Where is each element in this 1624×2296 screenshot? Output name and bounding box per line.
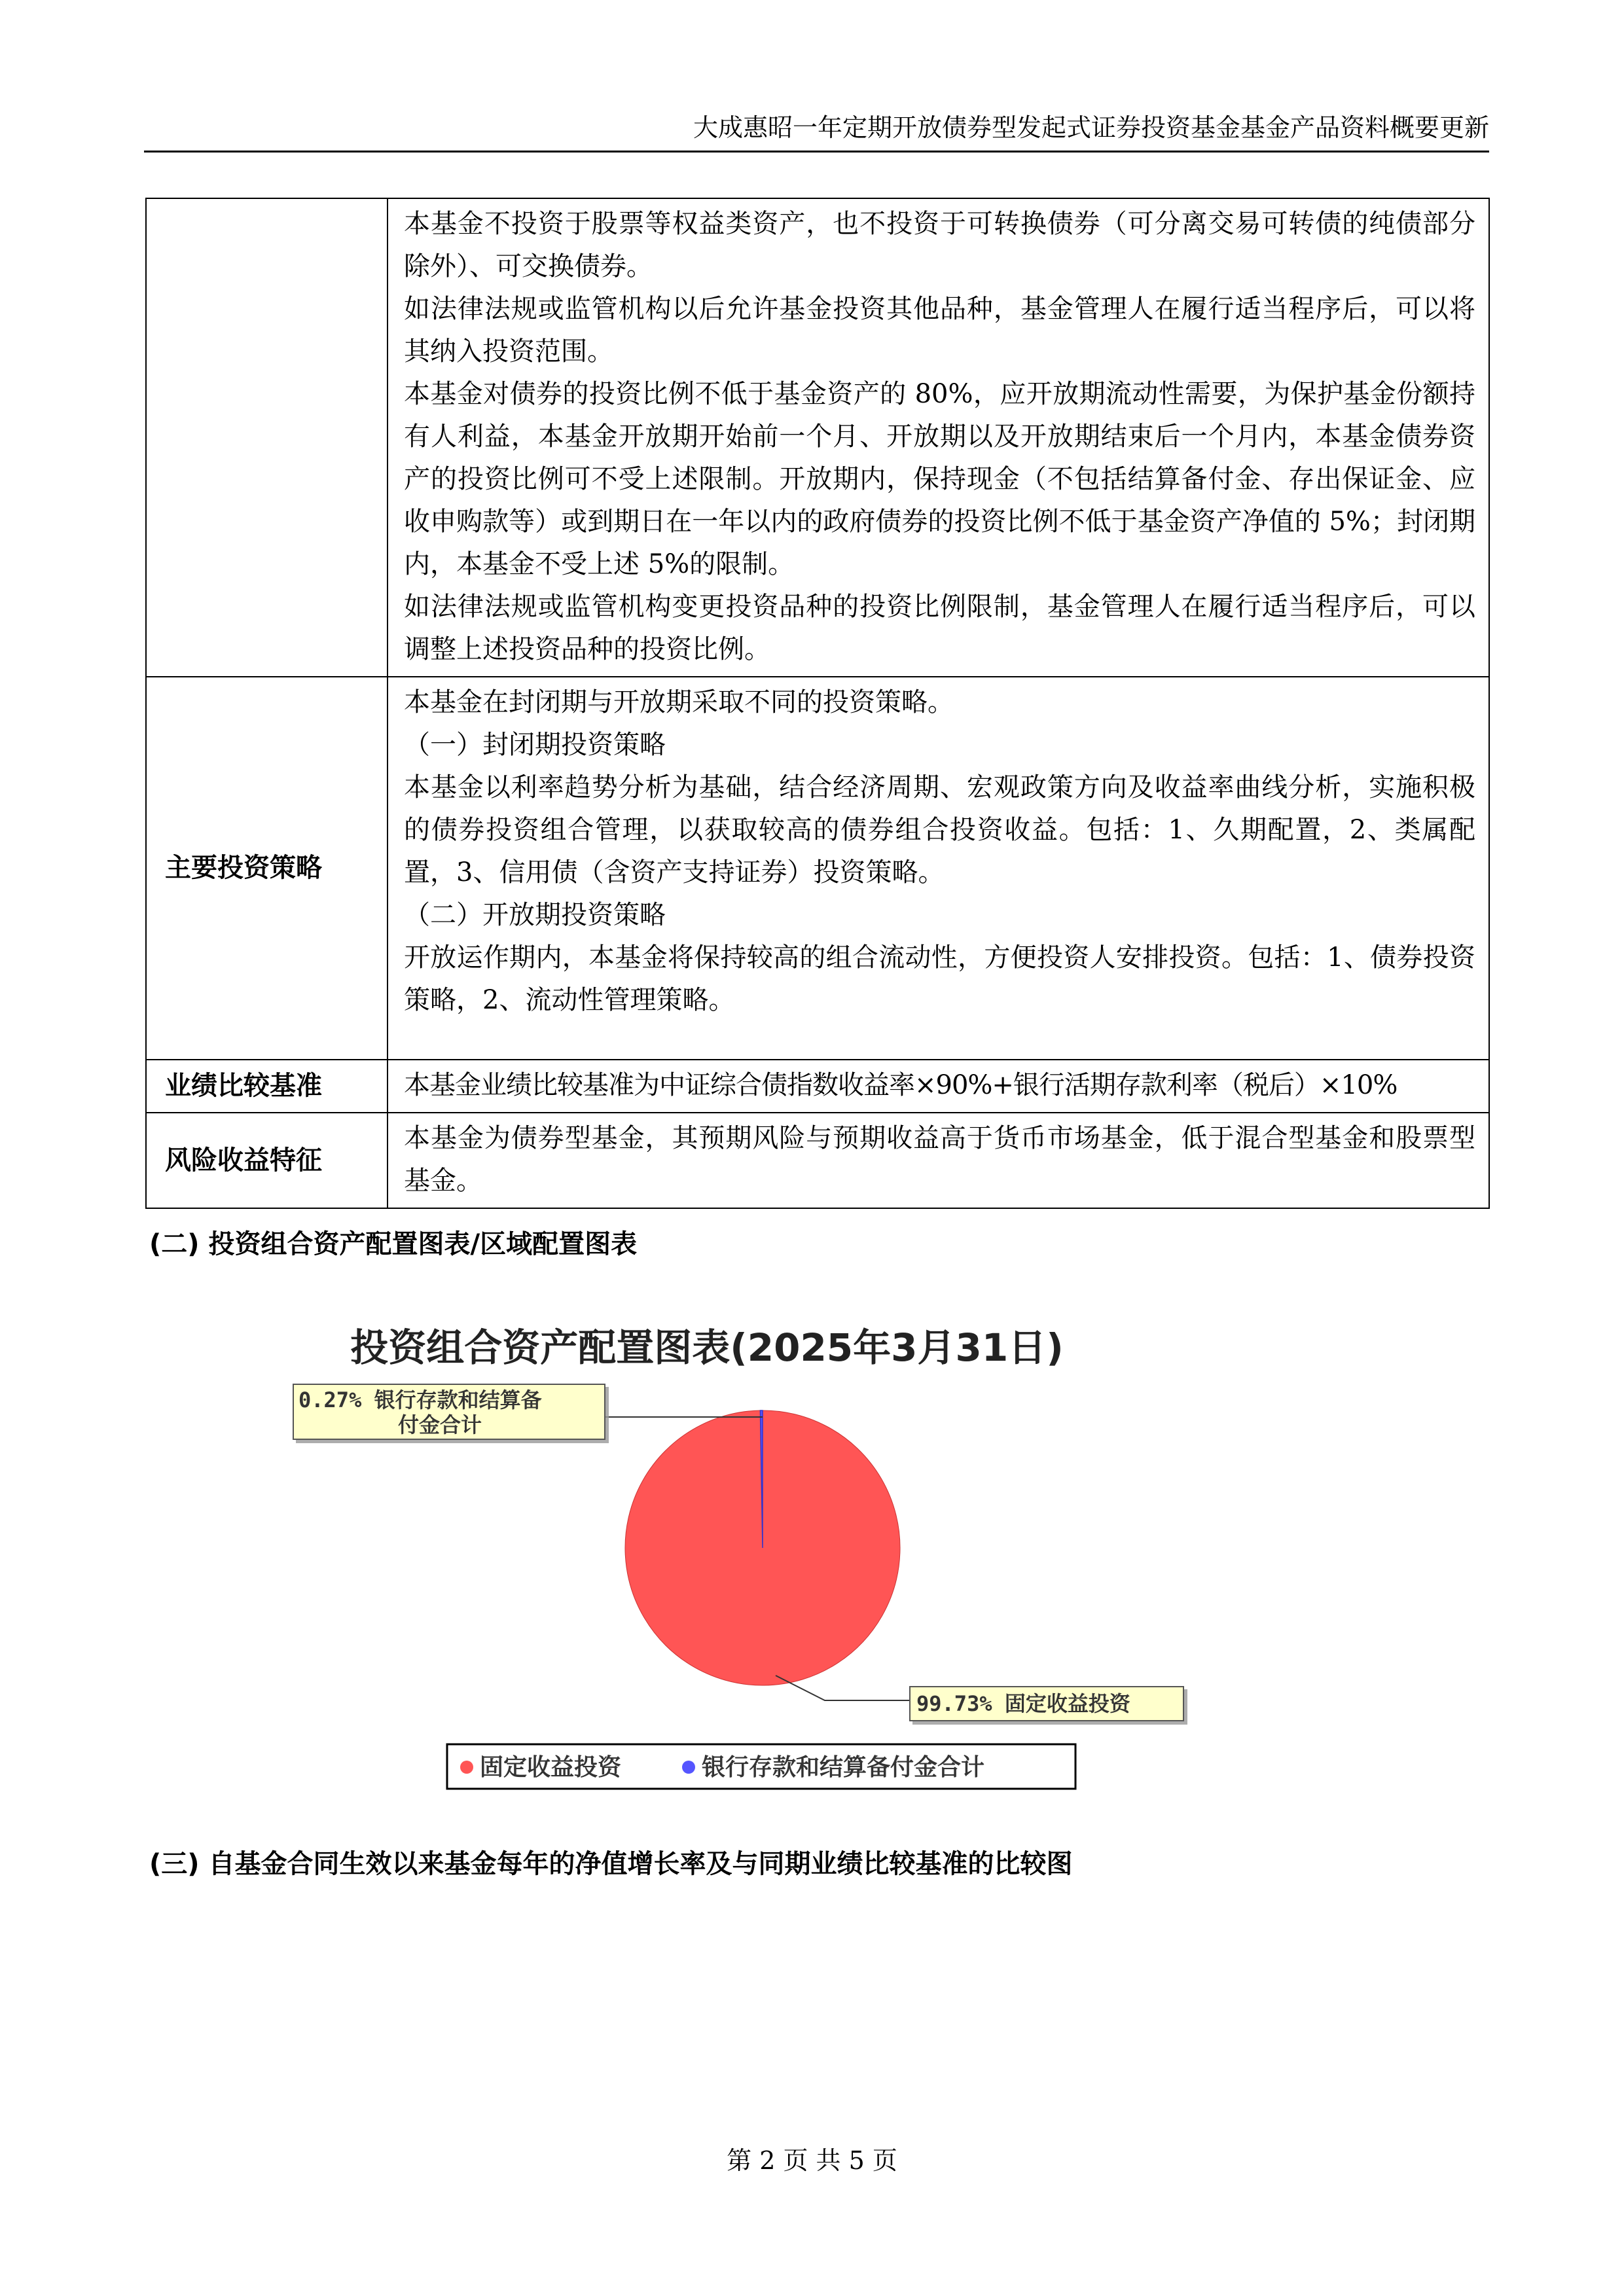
- table-row-benchmark: [146, 1060, 1489, 1113]
- row-label-risk: 风险收益特征: [146, 1113, 388, 1208]
- paragraph: 开放运作期内，本基金将保持较高的组合流动性，方便投资人安排投资。包括：1、债券投资策略，2、流动性管理策略。: [404, 942, 1475, 1015]
- benchmark-cell: 本基金业绩比较基准为中证综合债指数收益率×90%+银行活期存款利率（税后）×10%: [388, 1060, 1489, 1113]
- risk-cell: 本基金为债券型基金，其预期风险与预期收益高于货币市场基金，低于混合型基金和股票型基金。: [388, 1113, 1489, 1208]
- investment-scope-cell: [388, 198, 1489, 677]
- row-label-benchmark: 业绩比较基准: [146, 1060, 388, 1113]
- strategy-cell: [388, 677, 1489, 1060]
- pie-chart-svg: [281, 1309, 1237, 1820]
- paragraph: 本基金对债券的投资比例不低于基金资产的 80%，应开放期流动性需要，为保护基金份额持有人利益，本基金开放期开始前一个月、开放期以及开放期结束后一个月内，本基金债券资产的投资比例可不受上述限制。开放期内，保持现金（不包括结算备付金、存出保证金、应收申购款等）或到期日在一年以内的政府债券的投资比例不低于基金资产净值的 5%；封闭期内，本基金不受上述 5%的限制。: [404, 379, 1475, 579]
- paragraph: （二）开放期投资策略: [404, 900, 666, 930]
- allocation-chart: [281, 1309, 1237, 1820]
- row-label-strategy: 主要投资策略: [146, 677, 388, 1060]
- paragraph: 如法律法规或监管机构变更投资品种的投资比例限制，基金管理人在履行适当程序后，可以调整上述投资品种的投资比例。: [404, 592, 1475, 664]
- table-row-investment-scope: [146, 198, 1489, 677]
- legend-dot-fixed-income: [460, 1761, 473, 1774]
- row-label-empty: [146, 198, 388, 677]
- chart-title: 投资组合资产配置图表(2025年3月31日): [350, 1325, 1064, 1370]
- paragraph: 本基金不投资于股票等权益类资产，也不投资于可转换债券（可分离交易可转债的纯债部分除外）、可交换债券。: [404, 209, 1475, 281]
- fund-info-table: [145, 198, 1490, 1209]
- callout-label-bank-line1: 0.27% 银行存款和结算备: [298, 1388, 542, 1412]
- table-row-strategy: [146, 677, 1489, 1060]
- header-divider: [144, 151, 1489, 152]
- document-header-title: 大成惠昭一年定期开放债券型发起式证券投资基金基金产品资料概要更新: [693, 113, 1489, 142]
- paragraph: 本基金以利率趋势分析为基础，结合经济周期、宏观政策方向及收益率曲线分析，实施积极的债券投资组合管理，以获取较高的债券组合投资收益。包括：1、久期配置，2、类属配置，3、信用债（含资产支持证券）投资策略。: [404, 772, 1475, 888]
- legend-dot-bank-deposit: [682, 1761, 695, 1774]
- paragraph: 本基金在封闭期与开放期采取不同的投资策略。: [404, 687, 954, 717]
- callout-label-bank-line2: 付金合计: [398, 1412, 482, 1437]
- table-row-risk: [146, 1113, 1489, 1208]
- legend-label-bank-deposit: 银行存款和结算备付金合计: [702, 1754, 985, 1781]
- legend-label-fixed-income: 固定收益投资: [480, 1754, 622, 1781]
- paragraph: （一）封闭期投资策略: [404, 730, 666, 760]
- callout-label-fixed: 99.73% 固定收益投资: [916, 1691, 1130, 1716]
- section-title-performance: (三) 自基金合同生效以来基金每年的净值增长率及与同期业绩比较基准的比较图: [149, 1849, 1073, 1879]
- paragraph: 如法律法规或监管机构以后允许基金投资其他品种，基金管理人在履行适当程序后，可以将其纳入投资范围。: [404, 294, 1475, 367]
- page-footer: 第 2 页 共 5 页: [727, 2146, 897, 2175]
- section-title-allocation: (二) 投资组合资产配置图表/区域配置图表: [149, 1229, 638, 1259]
